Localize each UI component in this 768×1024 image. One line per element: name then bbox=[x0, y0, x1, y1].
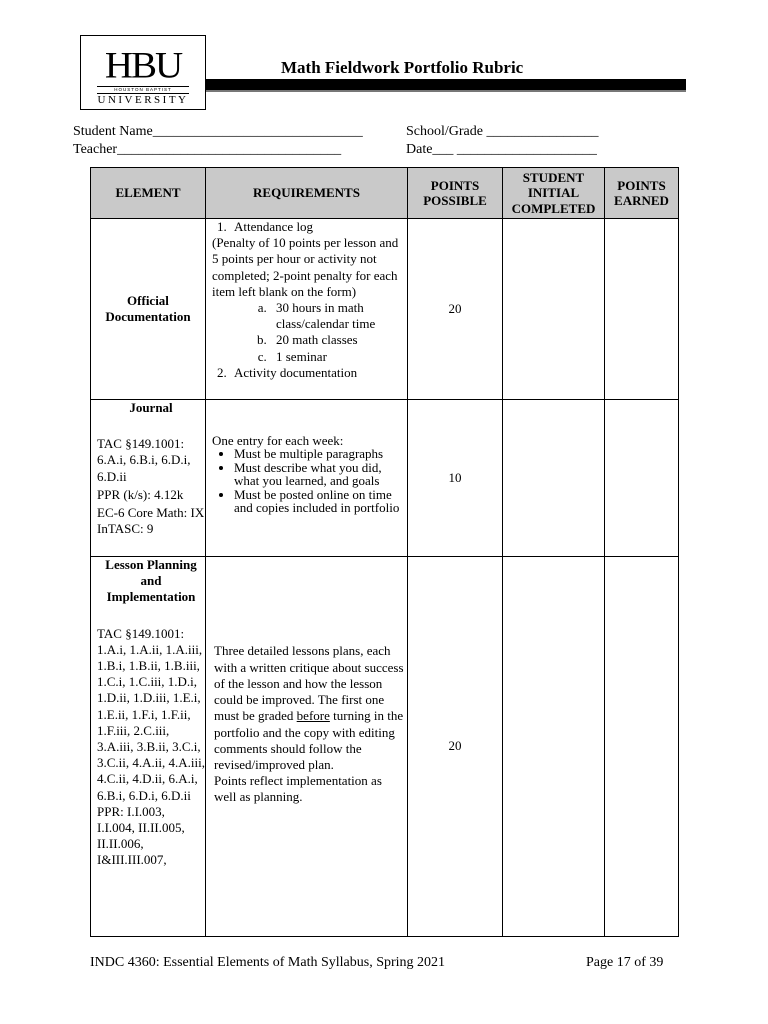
student-name-field: Student Name______________________________ bbox=[73, 124, 363, 139]
element-detail: EC-6 Core Math: IX bbox=[97, 505, 205, 521]
list-item: c. 1 seminar bbox=[270, 349, 407, 365]
points-earned-cell bbox=[605, 219, 679, 400]
points-possible: 20 bbox=[408, 557, 503, 937]
element-detail: TAC §149.1001: 6.A.i, 6.B.i, 6.D.i, 6.D.ii bbox=[97, 436, 191, 484]
footer-course: INDC 4360: Essential Elements of Math Syllabus, Spring 2021 bbox=[90, 955, 446, 970]
table-row bbox=[91, 400, 679, 557]
list-item: • Must be posted online on time and copies included in portfolio bbox=[234, 488, 407, 515]
list-item: • Must be multiple paragraphs bbox=[234, 447, 407, 461]
hbu-logo bbox=[80, 35, 206, 110]
teacher-field: Teacher________________________________ bbox=[73, 142, 342, 157]
student-initial-cell bbox=[503, 219, 605, 400]
list-item: 1. Attendance log bbox=[230, 219, 407, 235]
logo-university: UNIVERSITY bbox=[97, 94, 189, 106]
date-field: Date___ ____________________ bbox=[406, 142, 597, 157]
points-earned-cell bbox=[605, 557, 679, 937]
header-points-possible: POINTS POSSIBLE bbox=[408, 168, 503, 219]
logo-small-text: HOUSTON BAPTIST bbox=[97, 86, 189, 94]
requirements-bullets bbox=[212, 447, 407, 515]
header-points-earned: POINTS EARNED bbox=[605, 168, 679, 219]
element-cell bbox=[91, 219, 206, 400]
element-title: Lesson Planning and Implementation bbox=[105, 557, 197, 605]
header-requirements: REQUIREMENTS bbox=[206, 168, 408, 219]
underlined-word: before bbox=[296, 708, 330, 724]
requirements-text: Three detailed lessons plans, each with a written critique about success of the lesson and how the lesson could be improved. The first one must be graded before turning in the portfolio and the copy with editing comments should follow the revised/improved plan. bbox=[214, 643, 404, 772]
title-rule-shadow bbox=[206, 90, 686, 92]
student-initial-cell bbox=[503, 557, 605, 937]
requirements-note: Points reflect implementation as well as planning. bbox=[214, 773, 382, 805]
sub-list bbox=[212, 300, 407, 365]
list-item: a. 30 hours in math class/calendar time bbox=[270, 300, 407, 332]
penalty-text: (Penalty of 10 points per lesson and 5 points per hour or activity not completed; 2-point penalty for each item left blank on the form) bbox=[212, 235, 399, 299]
element-detail: PPR (k/s): 4.12k bbox=[97, 486, 184, 502]
document-title: Math Fieldwork Portfolio Rubric bbox=[281, 58, 524, 77]
element-title: Official Documentation bbox=[105, 292, 191, 324]
element-cell bbox=[91, 400, 206, 557]
logo-letters: HBU bbox=[104, 45, 182, 86]
list-item: • Must describe what you did, what you learned, and goals bbox=[234, 461, 407, 488]
element-cell bbox=[91, 557, 206, 937]
requirements-cell bbox=[206, 219, 408, 400]
element-detail: InTASC: 9 bbox=[97, 521, 154, 537]
requirements-cell bbox=[206, 557, 408, 937]
points-earned-cell bbox=[605, 400, 679, 557]
table-row bbox=[91, 557, 679, 937]
rubric-table bbox=[90, 167, 679, 937]
table-header-row bbox=[91, 168, 679, 219]
requirements-intro: One entry for each week: bbox=[212, 432, 344, 448]
requirements-list bbox=[212, 365, 407, 381]
element-title: Journal bbox=[129, 400, 173, 415]
requirements-list bbox=[212, 219, 407, 235]
list-item: b. 20 math classes bbox=[270, 332, 407, 348]
points-possible: 20 bbox=[408, 219, 503, 400]
student-initial-cell bbox=[503, 400, 605, 557]
element-ppr: PPR: I.I.003, I.I.004, II.II.005, II.II.006, I&III.III.007, bbox=[97, 803, 185, 868]
list-item: 2. Activity documentation bbox=[230, 365, 407, 381]
school-grade-field: School/Grade ________________ bbox=[406, 124, 599, 139]
element-detail: TAC §149.1001: 1.A.i, 1.A.ii, 1.A.iii, 1.B.i, 1.B.ii, 1.B.iii, 1.C.i, 1.C.iii, 1.D.i, 1.D.ii, 1.D.iii, 1.E.i, 1.E.ii, 1.F.i, 1.F.ii, 1.F.iii, 2.C.iii, 3.A.iii, 3.B.ii, 3.C.i, 3.C.ii, 4.A.ii, 4.A.iii, 4.C.ii, 4.D.ii, 6.A.i, 6.B.i, 6.D.i, 6.D.ii bbox=[97, 625, 205, 803]
requirements-cell bbox=[206, 400, 408, 557]
footer-page-number: Page 17 of 39 bbox=[586, 955, 664, 970]
header-element: ELEMENT bbox=[91, 168, 206, 219]
header-student-initial: STUDENT INITIAL COMPLETED bbox=[503, 168, 605, 219]
points-possible: 10 bbox=[408, 400, 503, 557]
table-row bbox=[91, 219, 679, 400]
